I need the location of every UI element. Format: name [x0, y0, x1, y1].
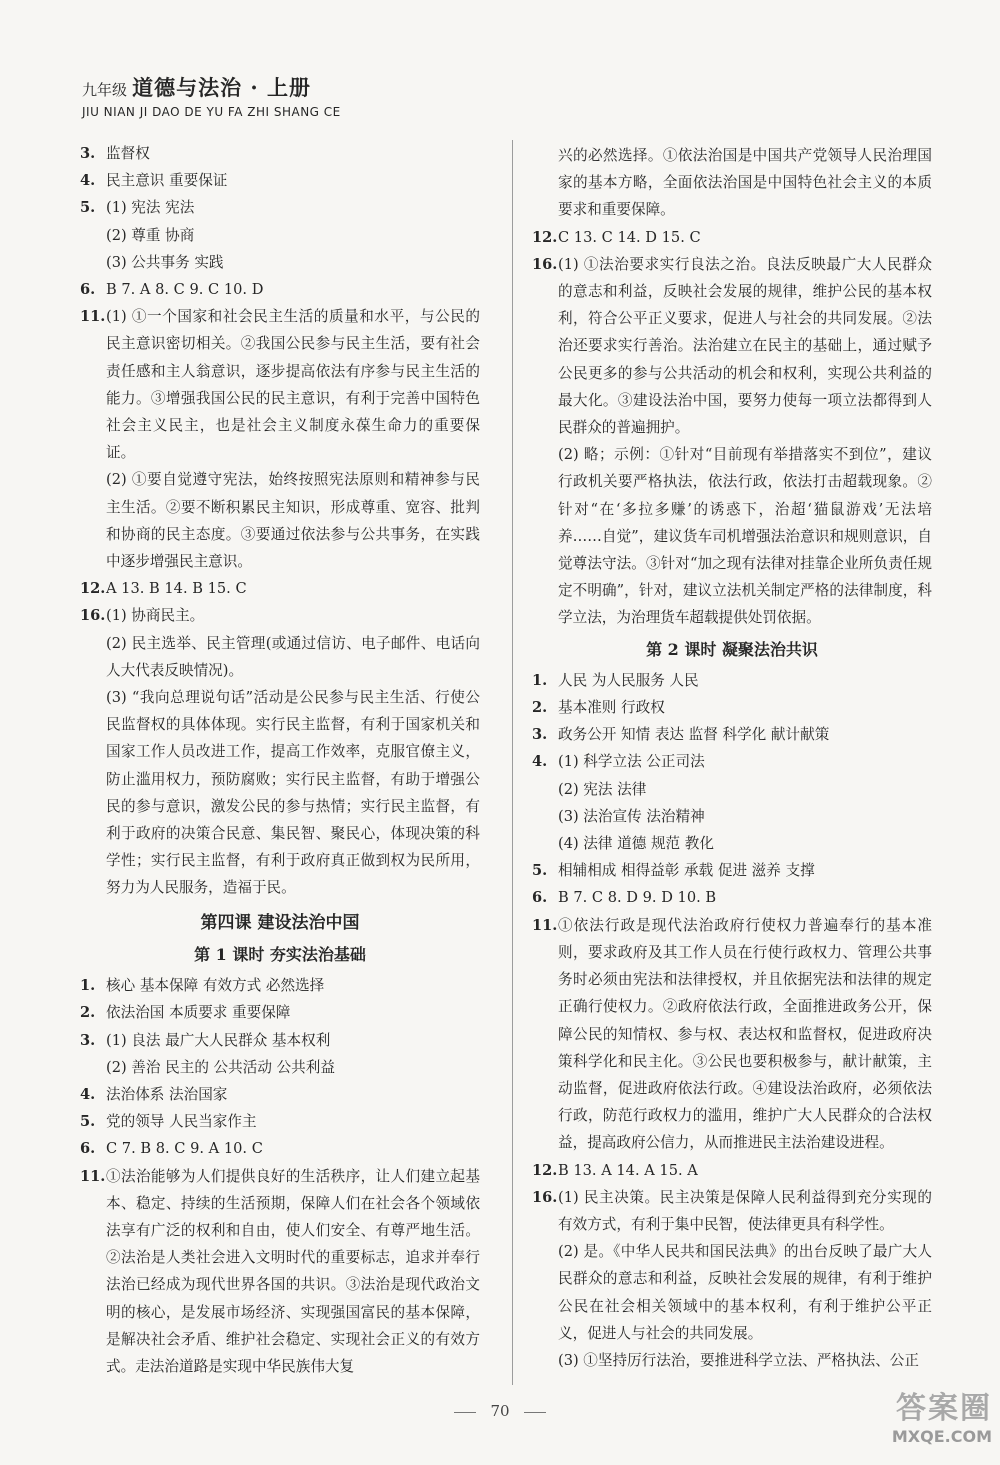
- answer-item: 5. (1) 宪法 宪法: [80, 199, 195, 217]
- answer-continuation: (2) 善治 民主的 公共活动 公共利益: [106, 1058, 335, 1076]
- answer-item: 6. C 7. B 8. C 9. A 10. C: [80, 1140, 263, 1158]
- answer-continuation: (3) 公共事务 实践: [106, 253, 224, 271]
- answer-continuation: (2) 略；示例：①针对“目前现有举措落实不到位”，建议行政机关要严格执法，依法行政，依法打击超载现象。②针对“在‘多拉多赚’的诱惑下，治超‘猫鼠游戏’无法培养……自觉”，建议货车司机增强法治意识和规则意识，自觉尊法守法。③针对“加之现有法律对挂靠企业所负责任规定不明确”，针对，建议立法机关制定严格的法律制度，科学立法，为治理货车超载提供处罚依据。: [558, 446, 932, 627]
- answer-item: 4. 法治体系 法治国家: [80, 1085, 228, 1103]
- answer-item: 11. (1) ①一个国家和社会民主生活的质量和水平，与公民的民主意识密切相关。②我国公民参与民主生活，要有社会责任感和主人翁意识，逐步提高依法有序参与民主生活的能力。③增强我国公民的民主意识，有利于完善中国特色社会主义民主，也是社会主义制度永葆生命力的重要保证。: [80, 308, 480, 462]
- answer-item: 2. 依法治国 本质要求 重要保障: [80, 1004, 291, 1022]
- section-title: 第 1 课时 夯实法治基础: [194, 944, 366, 964]
- answer-item: 12. B 13. A 14. A 15. A: [532, 1161, 698, 1179]
- page-header: [82, 72, 341, 119]
- answer-continuation: (3) “我向总理说句话”活动是公民参与民主生活、行使公民监督权的具体体现。实行民主监督，有利于国家机关和国家工作人员改进工作，提高工作效率，克服官僚主义，防止滥用权力，预防腐败；实行民主监督，有助于增强公民的参与意识，激发公民的参与热情；实行民主监督，有利于政府的决策合民意、集民智、聚民心，体现决策的科学性；实行民主监督，有利于政府真正做到权为民所用，努力为人民服务，造福于民。: [106, 689, 480, 897]
- answer-continuation: (2) ①要自觉遵守宪法，始终按照宪法原则和精神参与民主生活。②要不断积累民主知识，形成尊重、宽容、批判和协商的民主态度。③要通过依法参与公共事务，在实践中逐步增强民主意识。: [106, 471, 480, 571]
- watermark-logo: 答案圈: [896, 1391, 992, 1426]
- answer-item: 1. 人民 为人民服务 人民: [532, 671, 699, 689]
- answer-item: 16. (1) 协商民主。: [80, 607, 205, 625]
- answer-item: 12. C 13. C 14. D 15. C: [532, 228, 701, 246]
- answer-item: 3. (1) 良法 最广大人民群众 基本权利: [80, 1031, 331, 1049]
- footer-rule-right: [524, 1412, 546, 1413]
- footer-rule-left: [454, 1412, 476, 1413]
- answer-item: 3. 监督权: [80, 145, 150, 162]
- section-title: 第 2 课时 凝聚法治共识: [646, 639, 818, 659]
- answer-continuation: 兴的必然选择。①依法治国是中国共产党领导人民治理国家的基本方略，全面依法治国是中国特色社会主义的本质要求和重要保障。: [558, 147, 932, 219]
- answer-continuation: (2) 尊重 协商: [106, 226, 195, 244]
- answer-item: 16. (1) ①法治要求实行良法之治。良法反映最广大人民群众的意志和利益，反映社会发展的规律，维护公民的基本权利，符合公平正义要求，促进人与社会的共同发展。②法治还要求实行善治。法治建立在民主的基础上，通过赋予公民更多的参与公共活动的机会和权利，实现公共利益的最大化。③建设法治中国，要努力使每一项立法都得到人民群众的普遍拥护。: [532, 255, 932, 437]
- right-column: [532, 142, 932, 1374]
- book-title: 道德与法治 · 上册: [132, 75, 312, 100]
- answer-continuation: (2) 是。《中华人民共和国民法典》的出台反映了最广大人民群众的意志和利益，反映社会发展的规律，有利于维护公民在社会相关领域中的基本权利，有利于维护公平正义，促进人与社会的共同发展。: [558, 1243, 932, 1342]
- site-watermark: [872, 1383, 992, 1461]
- answer-continuation: (4) 法律 道德 规范 教化: [558, 835, 714, 853]
- column-divider: [512, 140, 513, 1385]
- answer-continuation: (3) ①坚持厉行法治，要推进科学立法、严格执法、公正: [558, 1351, 919, 1369]
- answer-item: 3. 政务公开 知情 表达 监督 科学化 献计献策: [532, 726, 830, 744]
- answer-item: 6. B 7. A 8. C 9. C 10. D: [80, 281, 264, 299]
- answer-item: 11. ①依法行政是现代法治政府行使权力普遍奉行的基本准则，要求政府及其工作人员在行使行政权力、管理公共事务时必须由宪法和法律授权，并且依据宪法和法律的规定正确行使权力。②政府依法行政，全面推进政务公开，保障公民的知情权、参与权、表达权和监督权，促进政府决策科学化和民主化。③公民也要积极参与，献计献策，主动监督，促进政府依法行政。④建设法治政府，必须依法行政，防范行政权力的滥用，维护广大人民群众的合法权益，提高政府公信力，从而推进民主法治建设进程。: [532, 916, 932, 1152]
- answer-item: 4. 民主意识 重要保证: [80, 172, 228, 190]
- answer-item: 12. A 13. B 14. B 15. C: [80, 580, 247, 598]
- watermark-url: MXQE.COM: [891, 1427, 992, 1446]
- answer-item: 11. ①法治能够为人们提供良好的生活秩序，让人们建立起基本、稳定、持续的生活预期，保障人们在社会各个领域依法享有广泛的权利和自由，使人们安全、有尊严地生活。②法治是人类社会进入文明时代的重要标志，追求并奉行法治已经成为现代世界各国的共识。③法治是现代政治文明的核心，是发展市场经济、实现强国富民的基本保障，是解决社会矛盾、维护社会稳定、实现社会正义的有效方式。走法治道路是实现中华民族伟大复: [80, 1167, 480, 1375]
- answer-item: 6. B 7. C 8. D 9. D 10. B: [532, 889, 717, 907]
- answer-continuation: (2) 宪法 法律: [558, 780, 647, 798]
- answer-item: 2. 基本准则 行政权: [532, 699, 665, 717]
- page-number: 70: [490, 1402, 510, 1420]
- page-footer: [0, 1402, 1000, 1420]
- answer-item: 4. (1) 科学立法 公正司法: [532, 753, 705, 771]
- answer-item: 5. 党的领导 人民当家作主: [80, 1113, 257, 1131]
- answer-item: 16. (1) 民主决策。民主决策是保障人民利益得到充分实现的有效方式，有利于集中民智，使法律更具有科学性。: [532, 1188, 932, 1233]
- left-column: [80, 140, 480, 1380]
- book-title-pinyin: JIU NIAN JI DAO DE YU FA ZHI SHANG CE: [82, 105, 341, 119]
- answer-item: 5. 相辅相成 相得益彰 承载 促进 滋养 支撑: [532, 862, 815, 880]
- answer-item: 1. 核心 基本保障 有效方式 必然选择: [80, 977, 325, 995]
- answer-continuation: (2) 民主选举、民主管理(或通过信访、电子邮件、电话向人大代表反映情况)。: [106, 634, 480, 679]
- answer-continuation: (3) 法治宣传 法治精神: [558, 807, 705, 825]
- lesson-title: 第四课 建设法治中国: [200, 912, 360, 933]
- grade-label: 九年级: [82, 81, 128, 99]
